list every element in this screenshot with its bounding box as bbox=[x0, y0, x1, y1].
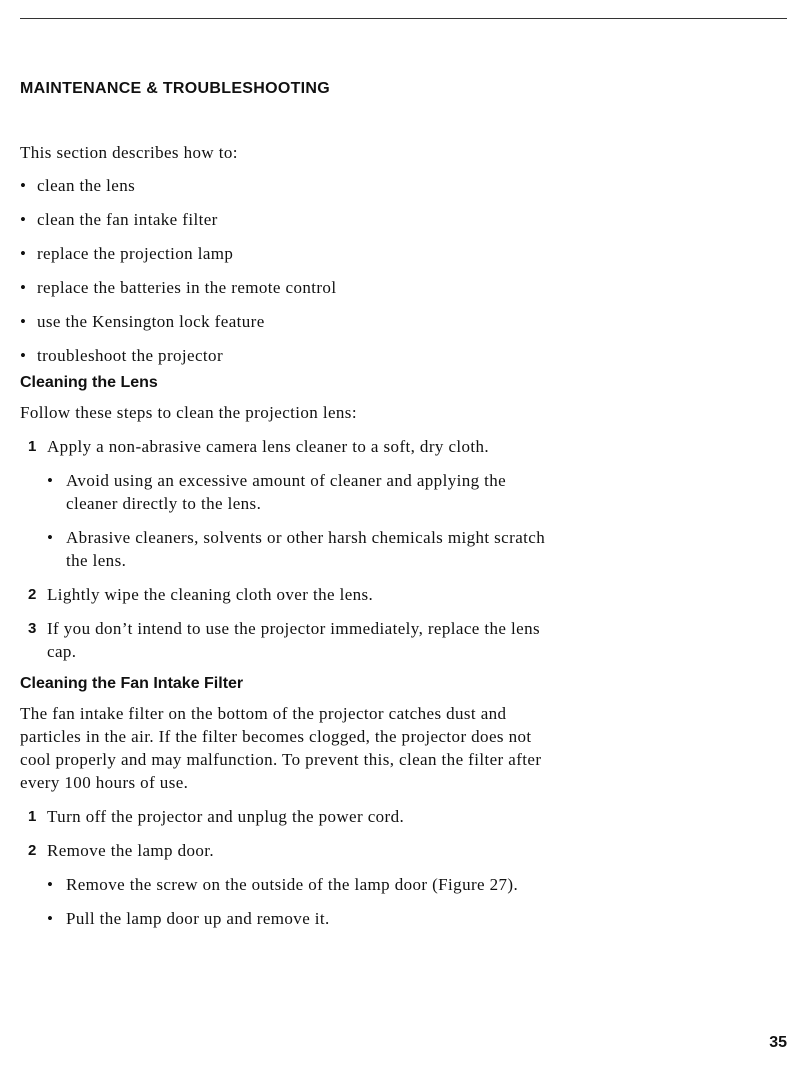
top-rule bbox=[20, 18, 787, 19]
section-title: MAINTENANCE & TROUBLESHOOTING bbox=[20, 80, 331, 97]
step-item bbox=[20, 617, 560, 663]
bullet-icon: • bbox=[20, 210, 27, 229]
step-text: Turn off the projector and unplug the power cord. bbox=[47, 807, 405, 826]
step-number: 2 bbox=[28, 842, 37, 859]
bullet-icon: • bbox=[20, 278, 27, 297]
cleaning-lens-intro: Follow these steps to clean the projection lens: bbox=[20, 403, 357, 422]
step-bullet-list bbox=[47, 873, 560, 930]
step-number: 1 bbox=[28, 438, 37, 455]
step-item bbox=[20, 583, 560, 606]
step-text: Apply a non-abrasive camera lens cleaner to a soft, dry cloth. bbox=[47, 437, 490, 456]
bullet-icon: • bbox=[47, 471, 54, 490]
step-text: Remove the lamp door. bbox=[47, 841, 215, 860]
step-item bbox=[20, 839, 560, 930]
cleaning-lens-heading: Cleaning the Lens bbox=[20, 374, 158, 391]
list-item: • clean the lens bbox=[20, 176, 136, 195]
bullet-icon: • bbox=[20, 346, 27, 365]
step-text: Lightly wipe the cleaning cloth over the lens. bbox=[47, 585, 374, 604]
cleaning-filter-steps bbox=[20, 805, 560, 930]
bullet-icon: • bbox=[47, 528, 54, 547]
step-bullet-list bbox=[47, 469, 560, 572]
cleaning-lens-steps bbox=[20, 435, 560, 663]
bullet-icon: • bbox=[47, 875, 54, 894]
list-item: • Avoid using an excessive amount of cleaner and applying the cleaner directly to the lens. bbox=[47, 471, 507, 513]
list-item: • clean the fan intake filter bbox=[20, 210, 218, 229]
bullet-icon: • bbox=[20, 244, 27, 263]
bullet-icon: • bbox=[47, 909, 54, 928]
step-number: 2 bbox=[28, 586, 37, 603]
page-number: 35 bbox=[769, 1034, 787, 1051]
step-text: If you don’t intend to use the projector immediately, replace the lens cap. bbox=[47, 619, 540, 661]
bullet-icon: • bbox=[20, 176, 27, 195]
page-content bbox=[20, 79, 560, 941]
list-item: • replace the batteries in the remote control bbox=[20, 278, 337, 297]
list-item: • Remove the screw on the outside of the lamp door (Figure 27). bbox=[47, 875, 519, 894]
step-number: 3 bbox=[28, 620, 37, 637]
list-item: • use the Kensington lock feature bbox=[20, 312, 265, 331]
list-item: • Pull the lamp door up and remove it. bbox=[47, 909, 330, 928]
list-item: • Abrasive cleaners, solvents or other harsh chemicals might scratch the lens. bbox=[47, 528, 546, 570]
step-item bbox=[20, 435, 560, 572]
list-item: • troubleshoot the projector bbox=[20, 346, 224, 365]
list-item: • replace the projection lamp bbox=[20, 244, 234, 263]
step-number: 1 bbox=[28, 808, 37, 825]
cleaning-filter-heading: Cleaning the Fan Intake Filter bbox=[20, 675, 244, 692]
step-item bbox=[20, 805, 560, 828]
intro-bullet-list bbox=[20, 174, 560, 367]
cleaning-filter-intro: The fan intake filter on the bottom of the projector catches dust and particles in the air. If the filter becomes clogged, the projector does not cool properly and may malfunction. To prevent this, clean the filter after every 100 hours of use. bbox=[20, 704, 542, 792]
intro-text: This section describes how to: bbox=[20, 143, 238, 162]
bullet-icon: • bbox=[20, 312, 27, 331]
